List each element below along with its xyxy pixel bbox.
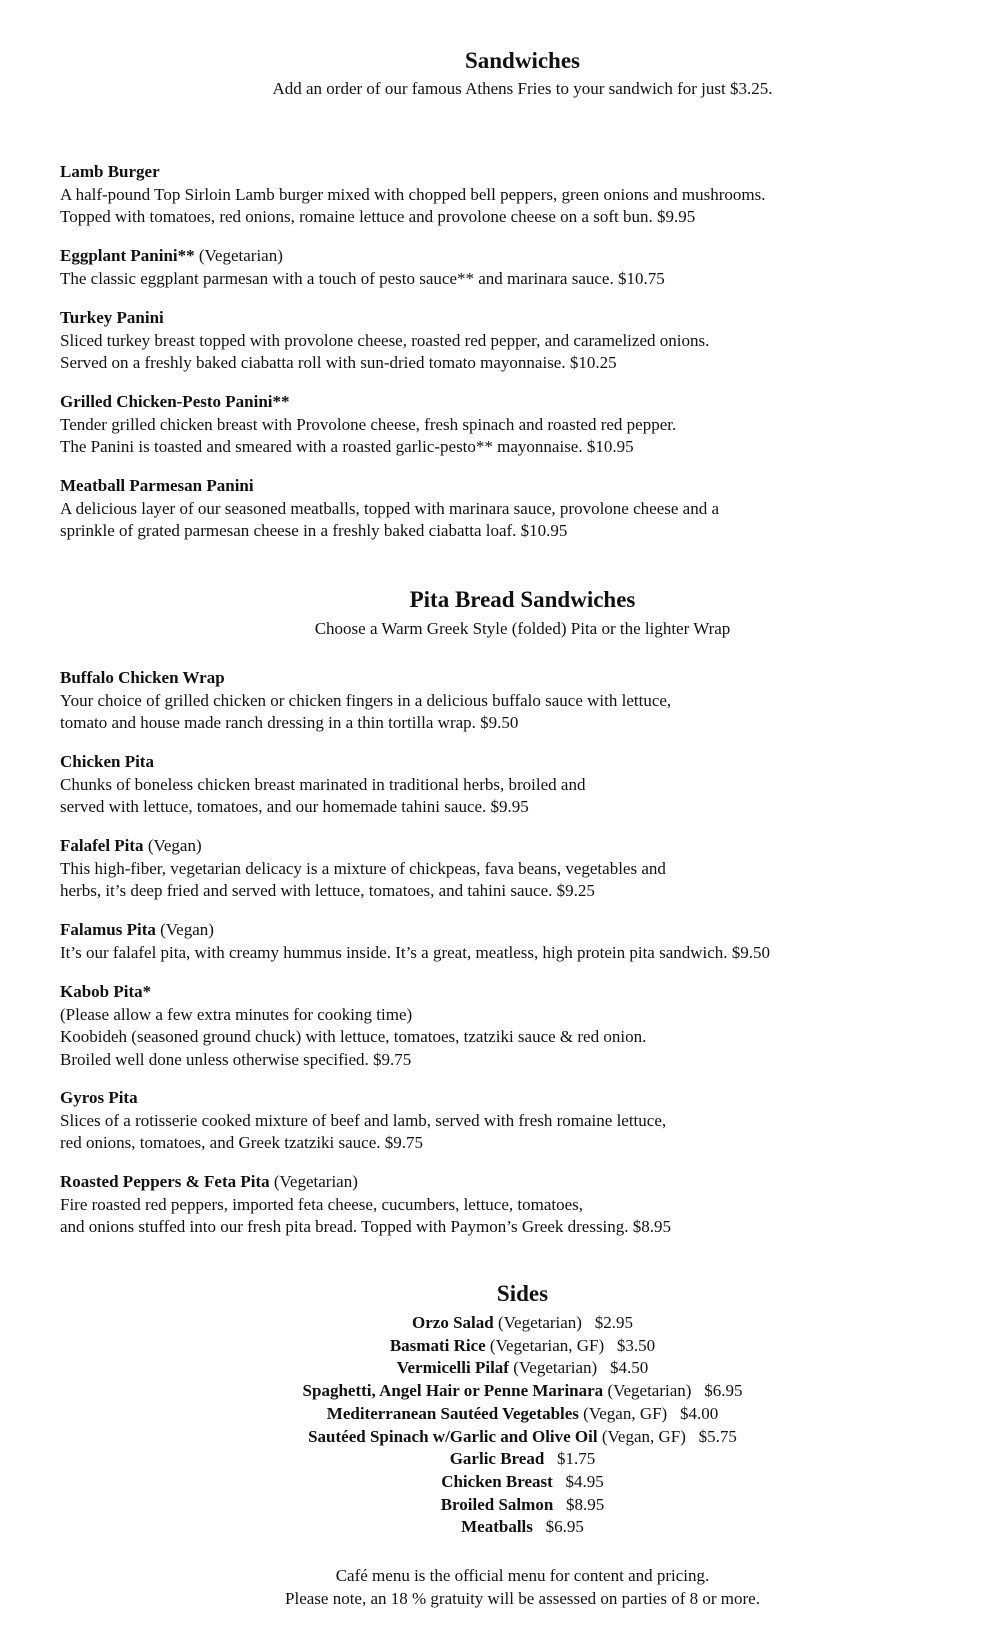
side-price: $5.75 <box>698 1426 737 1446</box>
menu-item-lamb-burger <box>60 161 960 229</box>
footer-disclaimer: Café menu is the official menu for content and pricing. <box>335 1566 710 1585</box>
menu-item-gyros-pita <box>60 1087 960 1155</box>
menu-item-kabob-pita <box>60 981 960 1071</box>
section-title-pita: Pita Bread Sandwiches <box>409 587 636 612</box>
item-diet-tag: (Vegetarian) <box>198 246 283 265</box>
side-diet-tag: (Vegetarian) <box>513 1358 598 1378</box>
footer-gratuity-note: Please note, an 18 % gratuity will be assessed on parties of 8 or more. <box>285 1589 760 1608</box>
side-name: Spaghetti, Angel Hair or Penne Marinara <box>302 1381 604 1401</box>
item-name: Gyros Pita <box>60 1088 138 1107</box>
item-description: The classic eggplant parmesan with a touch of pesto sauce** and marinara sauce. $10.75 <box>60 268 665 288</box>
side-diet-tag: (Vegetarian) <box>497 1313 582 1332</box>
menu-item-falamus-pita <box>60 919 960 964</box>
item-description: red onions, tomatoes, and Greek tzatziki sauce. $9.75 <box>60 1133 424 1152</box>
item-name: Falamus Pita <box>60 920 156 939</box>
menu-item-roasted-peppers-feta-pita <box>60 1171 960 1239</box>
side-price: $4.00 <box>679 1403 719 1423</box>
side-item <box>0 1312 1000 1335</box>
item-name: Meatball Parmesan Panini <box>60 476 254 495</box>
side-item <box>0 1494 1000 1517</box>
item-description: Broiled well done unless otherwise specified. $9.75 <box>60 1049 412 1069</box>
item-description: Slices of a rotisserie cooked mixture of beef and lamb, served with fresh romaine lettuce, <box>60 1110 667 1130</box>
item-diet-tag: (Vegan) <box>147 836 202 855</box>
item-name: Lamb Burger <box>60 162 160 181</box>
menu-item-eggplant-panini <box>60 245 960 290</box>
item-description: herbs, it’s deep fried and served with lettuce, tomatoes, and tahini sauce. $9.25 <box>60 881 595 900</box>
item-note: (Please allow a few extra minutes for cooking time) <box>60 1004 413 1024</box>
menu-item-buffalo-chicken-wrap <box>60 667 960 735</box>
side-name: Sautéed Spinach w/Garlic and Olive Oil <box>308 1426 598 1446</box>
item-name: Buffalo Chicken Wrap <box>60 668 225 687</box>
side-name: Meatballs <box>461 1517 533 1537</box>
side-name: Chicken Breast <box>441 1471 553 1491</box>
side-price: $6.95 <box>545 1517 584 1537</box>
side-price: $1.75 <box>557 1449 596 1469</box>
section-subtitle-sandwiches: Add an order of our famous Athens Fries to your sandwich for just $3.25. <box>272 79 773 98</box>
side-diet-tag: (Vegetarian) <box>607 1381 692 1401</box>
menu-item-falafel-pita <box>60 835 960 903</box>
item-name: Eggplant Panini** <box>60 246 195 265</box>
side-name: Orzo Salad <box>412 1313 494 1332</box>
side-item <box>0 1335 1000 1358</box>
side-item <box>0 1380 1000 1403</box>
item-name: Turkey Panini <box>60 308 164 327</box>
item-description: Your choice of grilled chicken or chicken fingers in a delicious buffalo sauce with lettuce, <box>60 690 672 710</box>
side-price: $3.50 <box>616 1335 656 1355</box>
item-description: and onions stuffed into our fresh pita bread. Topped with Paymon’s Greek dressing. $8.95 <box>60 1217 672 1236</box>
item-description: This high-fiber, vegetarian delicacy is a mixture of chickpeas, fava beans, vegetables and <box>60 858 666 878</box>
side-diet-tag: (Vegan, GF) <box>601 1426 686 1446</box>
item-diet-tag: (Vegan) <box>160 920 214 939</box>
item-name: Falafel Pita <box>60 836 144 855</box>
section-title-sandwiches: Sandwiches <box>464 48 581 73</box>
side-name: Vermicelli Pilaf <box>396 1358 509 1378</box>
item-description: Chunks of boneless chicken breast marinated in traditional herbs, broiled and <box>60 774 586 794</box>
item-description: tomato and house made ranch dressing in a thin tortilla wrap. $9.50 <box>60 713 519 732</box>
item-description: It’s our falafel pita, with creamy hummus inside. It’s a great, meatless, high protein pita sandwich. $9.50 <box>60 942 771 962</box>
side-price: $2.95 <box>594 1313 633 1332</box>
side-price: $4.50 <box>609 1358 649 1378</box>
item-description: The Panini is toasted and smeared with a roasted garlic-pesto** mayonnaise. $10.95 <box>60 437 634 456</box>
section-title-sides: Sides <box>496 1281 549 1306</box>
menu-item-turkey-panini <box>60 307 960 375</box>
side-price: $6.95 <box>704 1381 743 1401</box>
item-diet-tag: (Vegetarian) <box>273 1172 358 1191</box>
side-item <box>0 1357 1000 1380</box>
side-name: Garlic Bread <box>449 1449 545 1469</box>
menu-item-chicken-pita <box>60 751 960 819</box>
item-description: Topped with tomatoes, red onions, romaine lettuce and provolone cheese on a soft bun. $9.95 <box>60 207 696 226</box>
side-diet-tag: (Vegan, GF) <box>583 1403 668 1423</box>
sides-list <box>0 1312 1000 1539</box>
side-diet-tag: (Vegetarian, GF) <box>489 1335 605 1355</box>
item-description: A delicious layer of our seasoned meatballs, topped with marinara sauce, provolone cheese and a <box>60 498 719 518</box>
side-name: Broiled Salmon <box>440 1494 554 1514</box>
item-description: Sliced turkey breast topped with provolone cheese, roasted red pepper, and caramelized onions. <box>60 330 710 350</box>
side-item <box>0 1426 1000 1449</box>
side-name: Mediterranean Sautéed Vegetables <box>326 1403 579 1423</box>
menu-item-grilled-chicken-pesto-panini <box>60 391 960 459</box>
item-name: Roasted Peppers & Feta Pita <box>60 1172 270 1191</box>
menu-footer <box>0 1564 1000 1610</box>
side-item <box>0 1448 1000 1471</box>
item-description: Tender grilled chicken breast with Provolone cheese, fresh spinach and roasted red pepper. <box>60 414 677 434</box>
side-item <box>0 1516 1000 1539</box>
side-item <box>0 1403 1000 1426</box>
item-description: sprinkle of grated parmesan cheese in a freshly baked ciabatta loaf. $10.95 <box>60 521 568 540</box>
menu-item-meatball-parmesan-panini <box>60 475 960 543</box>
item-description: A half-pound Top Sirloin Lamb burger mixed with chopped bell peppers, green onions and mushrooms. <box>60 184 766 204</box>
side-item <box>0 1471 1000 1494</box>
item-name: Grilled Chicken-Pesto Panini** <box>60 392 290 411</box>
item-description: served with lettuce, tomatoes, and our homemade tahini sauce. $9.95 <box>60 797 529 816</box>
item-description: Fire roasted red peppers, imported feta cheese, cucumbers, lettuce, tomatoes, <box>60 1194 584 1214</box>
item-description: Served on a freshly baked ciabatta roll with sun-dried tomato mayonnaise. $10.25 <box>60 353 617 372</box>
item-description: Koobideh (seasoned ground chuck) with lettuce, tomatoes, tzatziki sauce & red onion. <box>60 1027 647 1046</box>
side-price: $4.95 <box>565 1471 604 1491</box>
side-name: Basmati Rice <box>389 1335 486 1355</box>
side-price: $8.95 <box>566 1494 605 1514</box>
item-name: Kabob Pita* <box>60 982 152 1001</box>
item-name: Chicken Pita <box>60 752 154 771</box>
section-subtitle-pita: Choose a Warm Greek Style (folded) Pita or the lighter Wrap <box>314 619 731 638</box>
